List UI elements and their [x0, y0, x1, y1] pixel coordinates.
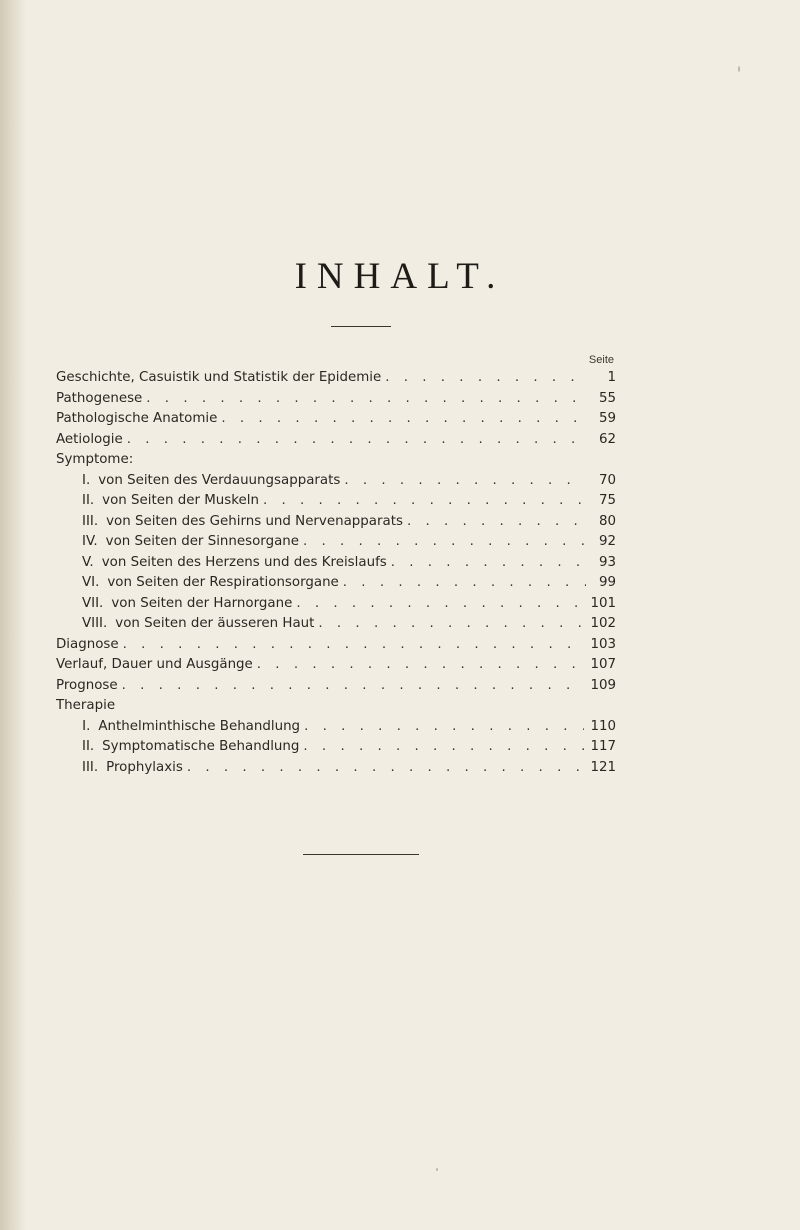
toc-entry — [56, 473, 616, 494]
toc-dot-leaders — [123, 637, 585, 652]
toc-entry — [56, 452, 616, 473]
toc-entry-label: Geschichte, Casuistik und Statistik der Epidemie — [56, 370, 382, 385]
toc-dot-leaders — [318, 616, 584, 631]
toc-dot-leaders — [221, 411, 586, 426]
toc-dot-leaders — [296, 596, 584, 611]
toc-entry — [56, 514, 616, 535]
toc-entry-number: I. — [82, 718, 91, 734]
toc-entry-label: von Seiten des Gehirns und Nervenapparats — [106, 513, 403, 529]
toc-dot-leaders — [257, 657, 585, 672]
toc-dot-leaders — [187, 760, 585, 775]
toc-entry — [56, 637, 616, 658]
toc-entry — [56, 370, 616, 391]
toc-entry-page-number: 80 — [598, 513, 616, 529]
toc-dot-leaders — [303, 534, 586, 549]
toc-entry — [56, 616, 616, 637]
toc-entry — [56, 432, 616, 453]
toc-entry-page-number: 117 — [590, 739, 616, 754]
toc-dot-leaders — [344, 473, 586, 488]
toc-entry — [56, 678, 616, 699]
toc-entry — [56, 391, 616, 412]
toc-entry-label: von Seiten der Harnorgane — [111, 595, 293, 611]
toc-dot-leaders — [304, 719, 584, 734]
toc-entry-page-number: 99 — [598, 575, 616, 590]
toc-dot-leaders — [122, 678, 585, 693]
toc-entry — [56, 534, 616, 555]
toc-entry — [56, 596, 616, 617]
toc-dot-leaders — [127, 432, 586, 447]
toc-entry-page-number: 92 — [598, 534, 616, 549]
toc-entry-number: IV. — [82, 534, 98, 549]
toc-entry — [56, 698, 616, 719]
toc-entry-page-number: 55 — [598, 390, 616, 406]
toc-entry — [56, 760, 616, 781]
toc-entry-label: von Seiten der Respirationsorgane — [107, 575, 339, 590]
toc-dot-leaders — [391, 555, 586, 570]
toc-entry — [56, 555, 616, 576]
toc-dot-leaders — [263, 493, 586, 508]
toc-entry-label: von Seiten der Sinnesorgane — [105, 534, 299, 549]
toc-entry-number: VII. — [82, 595, 104, 611]
toc-entry-page-number: 75 — [598, 493, 616, 508]
toc-entry — [56, 657, 616, 678]
toc-entry-label: Symptome: — [56, 452, 134, 467]
toc-entry-page-number: 102 — [590, 616, 616, 631]
page-column-header: Seite — [588, 354, 614, 366]
toc-entry-page-number: 93 — [598, 554, 616, 570]
toc-entry — [56, 739, 616, 760]
toc-dot-leaders — [407, 514, 586, 529]
toc-entry-number: II. — [82, 493, 95, 508]
toc-dot-leaders — [303, 739, 584, 754]
toc-entry-label: Prophylaxis — [106, 759, 183, 775]
toc-entry-label: von Seiten des Verdauungsapparats — [98, 472, 341, 488]
paper-speck — [436, 1168, 438, 1171]
toc-entry-number: VI. — [82, 575, 100, 590]
toc-entry-page-number: 70 — [598, 472, 616, 488]
toc-entry-label: von Seiten des Herzens und des Kreislaufs — [101, 554, 387, 570]
toc-entry-label: Pathogenese — [56, 390, 143, 406]
toc-entry-label: Verlauf, Dauer und Ausgänge — [56, 657, 253, 672]
toc-entry — [56, 575, 616, 596]
paper-speck — [738, 66, 740, 72]
toc-entry-label: Pathologische Anatomie — [56, 411, 218, 426]
toc-entry-page-number: 109 — [590, 677, 616, 693]
toc-entry-page-number: 1 — [607, 370, 616, 385]
toc-entry-page-number: 101 — [590, 595, 616, 611]
toc-entry-label: Prognose — [56, 677, 118, 693]
toc-entry-label: Diagnose — [56, 636, 119, 652]
toc-entry-number: VIII. — [82, 616, 108, 631]
page-title: INHALT. — [294, 256, 506, 297]
toc-dot-leaders — [343, 575, 586, 590]
toc-entry-page-number: 107 — [590, 657, 616, 672]
toc-dot-leaders — [385, 370, 586, 385]
toc-entry-label: Therapie — [56, 698, 116, 713]
toc-entry-page-number: 62 — [598, 431, 616, 447]
table-of-contents — [56, 370, 616, 780]
toc-entry-label: Aetiologie — [56, 431, 123, 447]
page-edge-shadow — [0, 0, 26, 1230]
toc-entry-number: V. — [82, 554, 94, 570]
title-divider — [331, 326, 391, 327]
toc-entry-page-number: 110 — [590, 718, 616, 734]
toc-entry-number: II. — [82, 739, 95, 754]
toc-entry-number: III. — [82, 513, 99, 529]
toc-entry-page-number: 59 — [598, 411, 616, 426]
toc-entry — [56, 493, 616, 514]
toc-entry-number: I. — [82, 472, 91, 488]
toc-entry-label: Symptomatische Behandlung — [102, 739, 300, 754]
end-divider — [303, 854, 419, 855]
toc-entry-page-number: 103 — [590, 636, 616, 652]
toc-entry-label: von Seiten der Muskeln — [102, 493, 259, 508]
toc-entry — [56, 719, 616, 740]
toc-entry — [56, 411, 616, 432]
toc-entry-page-number: 121 — [590, 759, 616, 775]
toc-entry-label: Anthelminthische Behandlung — [98, 718, 301, 734]
toc-dot-leaders — [146, 391, 586, 406]
toc-entry-label: von Seiten der äusseren Haut — [115, 616, 315, 631]
toc-entry-number: III. — [82, 759, 99, 775]
